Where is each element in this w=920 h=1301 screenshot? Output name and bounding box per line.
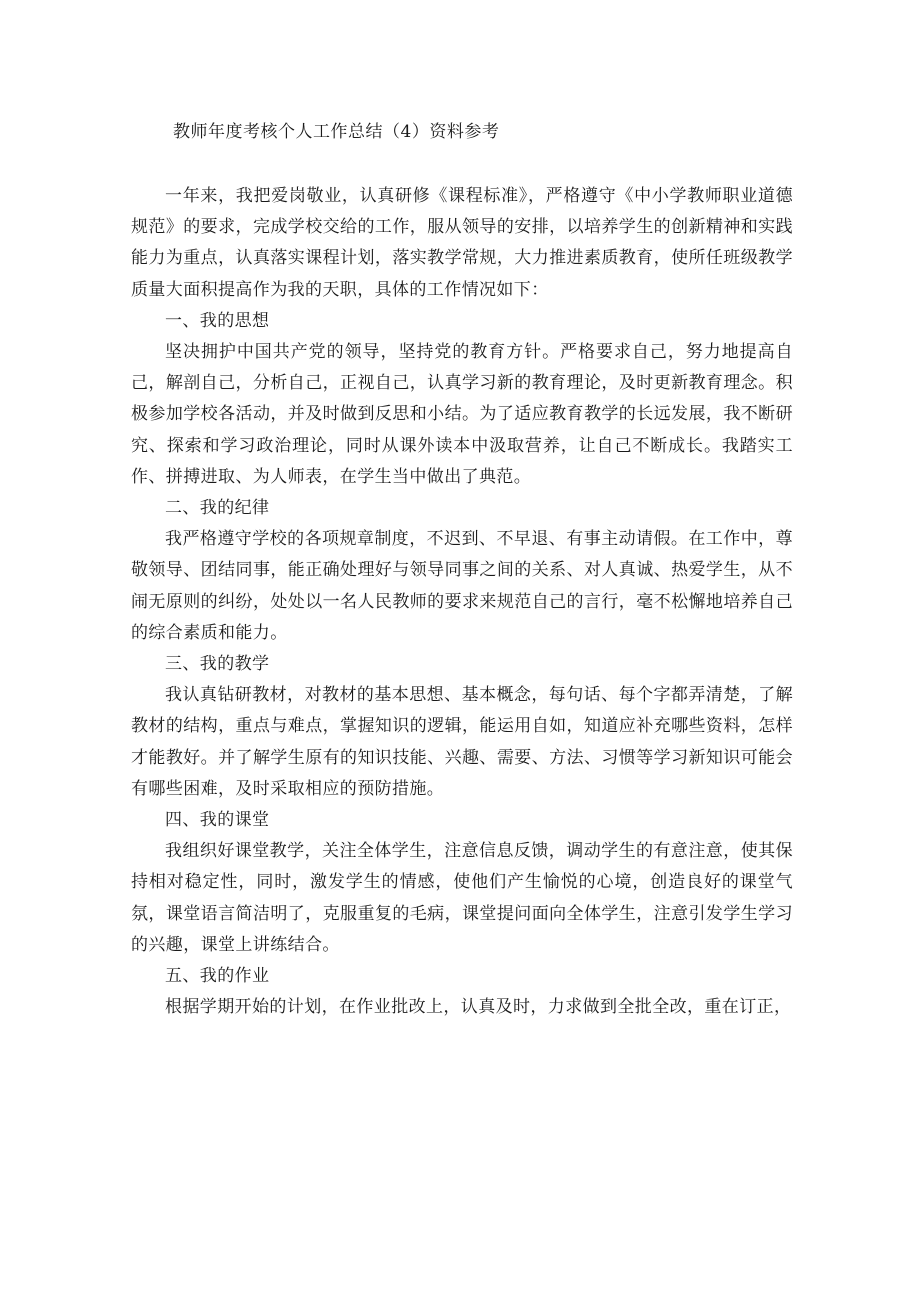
intro-paragraph: 一年来，我把爱岗敬业，认真研修《课程标准》，严格遵守《中小学教师职业道德规范》的要求，完成学校交给的工作，服从领导的安排，以培养学生的创新精神和实践能力为重点，认真落实课程计划，落实教学常规，大力推进素质教育，使所任班级教学质量大面积提高作为我的天职，具体的工作情况如下：: [131, 186, 793, 300]
document-title: 教师年度考核个人工作总结（4）资料参考: [173, 122, 500, 142]
section-heading-thought: 一、我的思想: [165, 310, 270, 331]
section-text-thought: 坚决拥护中国共产党的领导，坚持党的教育方针。严格要求自己，努力地提高自己，解剖自己，分析自己，正视自己，认真学习新的教育理论，及时更新教育理念。积极参加学校各活动，并及时做到反思和小结。为了适应教育教学的长远发展，我不断研究、探索和学习政治理论，同时从课外读本中汲取营养，让自己不断成长。我踏实工作、拼搏进取、为人师表，在学生当中做出了典范。: [131, 342, 793, 487]
section-text-discipline: 我严格遵守学校的各项规章制度，不迟到、不早退、有事主动请假。在工作中，尊敬领导、团结同事，能正确处理好与领导同事之间的关系、对人真诚、热爱学生，从不闹无原则的纠纷，处处以一名人民教师的要求来规范自己的言行，毫不松懈地培养自己的综合素质和能力。: [131, 529, 793, 643]
document-body: [131, 181, 793, 1023]
section-heading-discipline: 二、我的纪律: [165, 498, 270, 519]
section-heading-classroom: 四、我的课堂: [165, 810, 270, 831]
section-text-classroom: 我组织好课堂教学，关注全体学生，注意信息反馈，调动学生的有意注意，使其保持相对稳定性，同时，激发学生的情感，使他们产生愉悦的心境，创造良好的课堂气氛，课堂语言简洁明了，克服重复的毛病，课堂提问面向全体学生，注意引发学生学习的兴趣，课堂上讲练结合。: [131, 841, 793, 955]
section-heading-homework: 五、我的作业: [165, 966, 270, 987]
section-text-homework: 根据学期开始的计划，在作业批改上，认真及时，力求做到全批全改，重在订正，: [165, 997, 792, 1018]
section-text-teaching: 我认真钻研教材，对教材的基本思想、基本概念，每句话、每个字都弄清楚，了解教材的结构，重点与难点，掌握知识的逻辑，能运用自如，知道应补充哪些资料，怎样才能教好。并了解学生原有的知识技能、兴趣、需要、方法、习惯等学习新知识可能会有哪些困难，及时采取相应的预防措施。: [131, 685, 793, 799]
section-heading-teaching: 三、我的教学: [165, 654, 270, 675]
